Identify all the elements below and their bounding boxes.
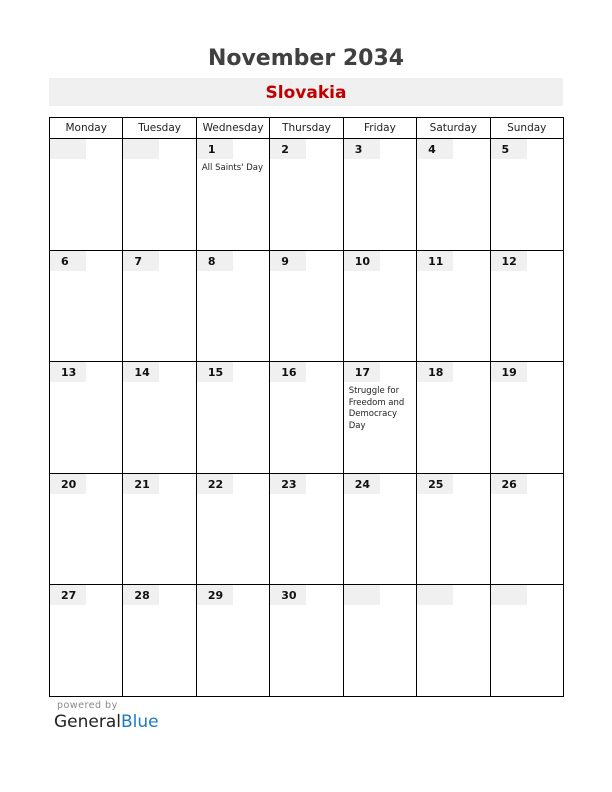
day-number: 21 [123, 474, 159, 494]
day-cell [123, 250, 196, 362]
calendar-grid [49, 117, 564, 697]
day-number: 4 [417, 139, 453, 159]
weekday-header: Tuesday [123, 118, 196, 139]
day-cell [123, 362, 196, 474]
day-number: 28 [123, 585, 159, 605]
day-number: 7 [123, 251, 159, 271]
week-row [50, 250, 564, 362]
day-number: 9 [270, 251, 306, 271]
day-number: 29 [197, 585, 233, 605]
calendar-title: November 2034 [207, 46, 405, 71]
day-number: 22 [197, 474, 233, 494]
day-cell [417, 139, 490, 251]
day-cell [50, 250, 123, 362]
day-cell [490, 585, 563, 697]
weekday-header: Wednesday [196, 118, 269, 139]
day-cell [50, 362, 123, 474]
day-cell [270, 250, 343, 362]
day-number: 2 [270, 139, 306, 159]
day-number: 12 [491, 251, 527, 271]
day-number: 13 [50, 362, 86, 382]
day-number: 1 [197, 139, 233, 159]
generalblue-logo [54, 712, 159, 732]
day-cell [123, 139, 196, 251]
weekday-header: Monday [50, 118, 123, 139]
country-banner: Slovakia [49, 78, 563, 106]
weekday-header: Friday [343, 118, 416, 139]
day-cell [343, 585, 416, 697]
day-number [491, 585, 527, 605]
weekday-header: Saturday [417, 118, 490, 139]
day-cell [417, 362, 490, 474]
week-row [50, 362, 564, 474]
day-cell [196, 585, 269, 697]
day-number: 17 [344, 362, 380, 382]
holiday-label: Struggle for Freedom and Democracy Day [348, 386, 405, 431]
week-row [50, 139, 564, 251]
day-number: 30 [270, 585, 306, 605]
day-cell [343, 250, 416, 362]
day-cell [270, 473, 343, 585]
day-cell [196, 362, 269, 474]
day-number: 14 [123, 362, 159, 382]
day-cell [270, 139, 343, 251]
powered-by-label: powered by [57, 700, 118, 711]
day-cell [270, 362, 343, 474]
week-row [50, 585, 564, 697]
day-number: 10 [344, 251, 380, 271]
day-number: 3 [344, 139, 380, 159]
weekday-header: Sunday [490, 118, 563, 139]
day-number: 15 [197, 362, 233, 382]
day-number: 23 [270, 474, 306, 494]
day-number: 8 [197, 251, 233, 271]
day-cell [417, 473, 490, 585]
day-cell [196, 473, 269, 585]
weekday-header-row [50, 118, 564, 139]
day-number: 5 [491, 139, 527, 159]
day-number: 20 [50, 474, 86, 494]
day-cell [417, 250, 490, 362]
logo-general: General [54, 712, 121, 732]
day-number: 6 [50, 251, 86, 271]
day-number: 19 [491, 362, 527, 382]
day-number: 11 [417, 251, 453, 271]
day-number: 25 [417, 474, 453, 494]
day-cell [490, 473, 563, 585]
day-number [344, 585, 380, 605]
week-row [50, 473, 564, 585]
day-cell [270, 585, 343, 697]
day-cell [490, 139, 563, 251]
day-number: 26 [491, 474, 527, 494]
logo-blue: Blue [121, 712, 159, 732]
day-cell [50, 473, 123, 585]
day-number: 18 [417, 362, 453, 382]
day-number: 24 [344, 474, 380, 494]
day-cell [196, 250, 269, 362]
holiday-label: All Saints' Day [201, 163, 264, 173]
weekday-header: Thursday [270, 118, 343, 139]
day-cell [343, 362, 416, 474]
day-number [417, 585, 453, 605]
day-cell [490, 250, 563, 362]
day-cell [123, 585, 196, 697]
day-cell [417, 585, 490, 697]
day-cell [123, 473, 196, 585]
day-cell [196, 139, 269, 251]
day-cell [343, 473, 416, 585]
day-cell [490, 362, 563, 474]
day-cell [50, 139, 123, 251]
day-cell [343, 139, 416, 251]
day-number [123, 139, 159, 159]
day-number [50, 139, 86, 159]
day-number: 16 [270, 362, 306, 382]
day-number: 27 [50, 585, 86, 605]
day-cell [50, 585, 123, 697]
